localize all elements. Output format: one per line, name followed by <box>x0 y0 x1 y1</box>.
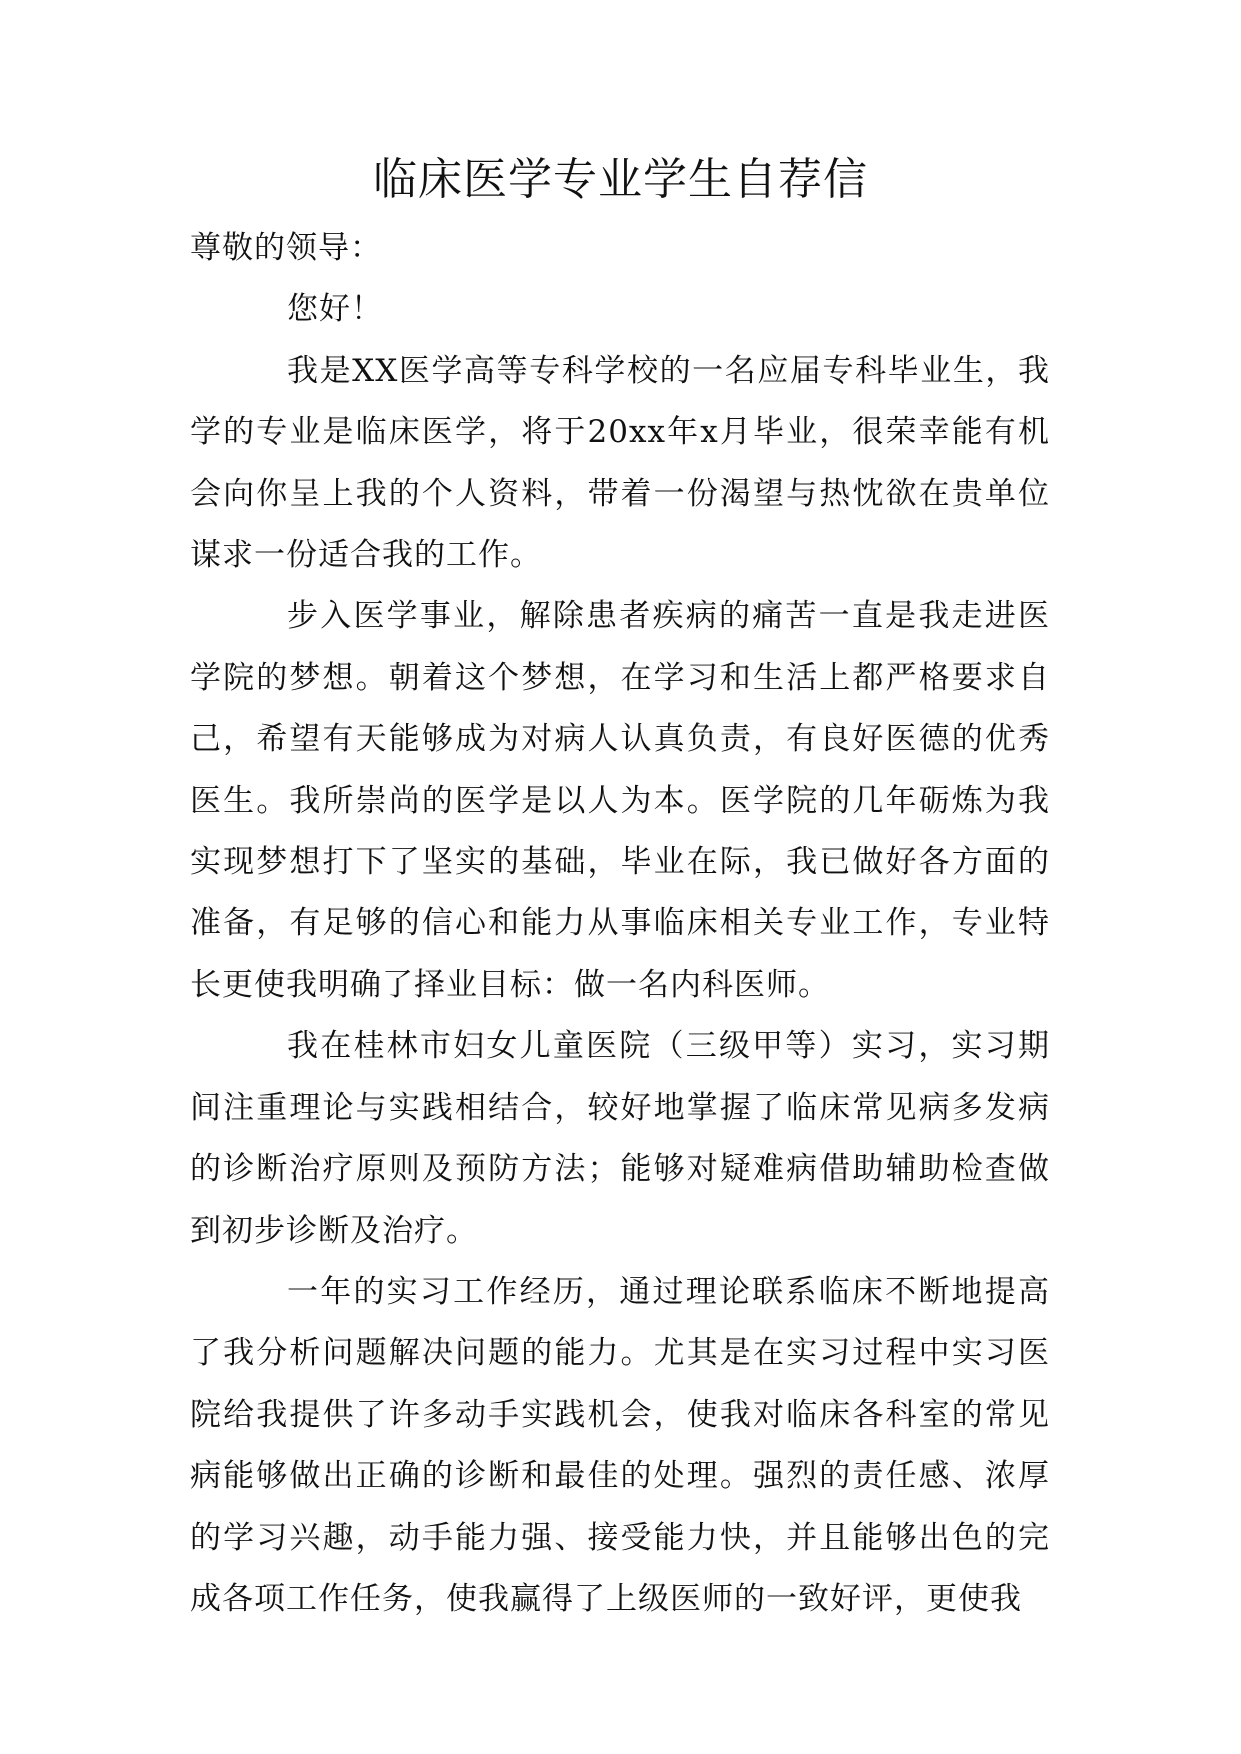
document-body <box>190 218 1050 1630</box>
paragraph-experience: 一年的实习工作经历，通过理论联系临床不断地提高了我分析问题解决问题的能力。尤其是在实习过程中实习医院给我提供了许多动手实践机会，使我对临床各科室的常见病能够做出正确的诊断和最佳的处理。强烈的责任感、浓厚的学习兴趣，动手能力强、接受能力快，并且能够出色的完成各项工作任务，使我赢得了上级医师的一致好评，更使我 <box>190 1273 1050 1617</box>
greeting: 您好！ <box>287 291 383 328</box>
document-title: 临床医学专业学生自荐信 <box>373 154 868 205</box>
paragraph-internship: 我在桂林市妇女儿童医院（三级甲等）实习，实习期间注重理论与实践相结合，较好地掌握了临床常见病多发病的诊断治疗原则及预防方法；能够对疑难病借助辅助检查做到初步诊断及治疗。 <box>190 1028 1050 1249</box>
paragraph-intro: 我是XX医学高等专科学校的一名应届专科毕业生，我学的专业是临床医学，将于20xx年x月毕业，很荣幸能有机会向你呈上我的个人资料，带着一份渴望与热忱欲在贵单位谋求一份适合我的工作。 <box>190 352 1050 574</box>
salutation: 尊敬的领导： <box>190 230 382 266</box>
paragraph-aspiration: 步入医学事业，解除患者疾病的痛苦一直是我走进医学院的梦想。朝着这个梦想，在学习和生活上都严格要求自己，希望有天能够成为对病人认真负责，有良好医德的优秀医生。我所崇尚的医学是以人为本。医学院的几年砺炼为我实现梦想打下了坚实的基础，毕业在际，我已做好各方面的准备，有足够的信心和能力从事临床相关专业工作，专业特长更使我明确了择业目标：做一名内科医师。 <box>190 598 1050 1003</box>
